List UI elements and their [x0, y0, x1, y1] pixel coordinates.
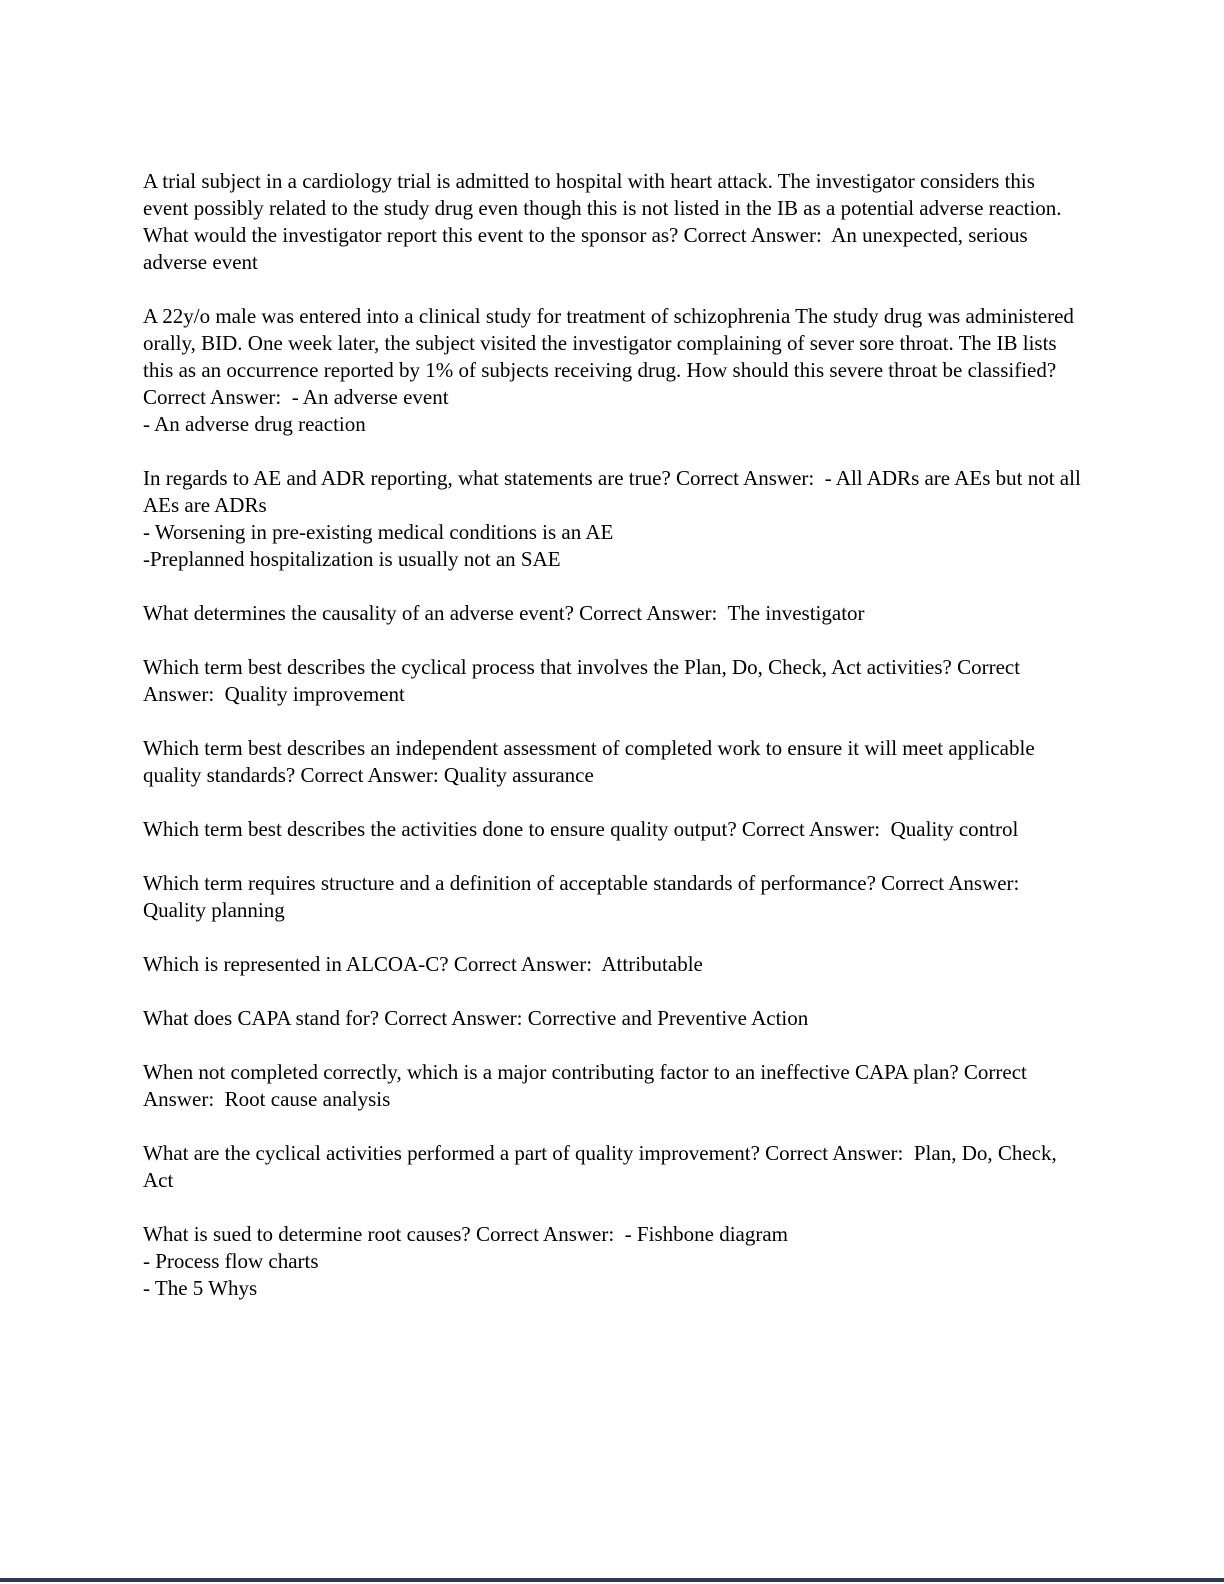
qa-line: Which term best describes an independent assessment of completed work to ensure it will meet applicable quality standards? Correct Answer: Quality assurance — [143, 736, 1040, 787]
qa-line: - The 5 Whys — [143, 1276, 258, 1300]
qa-paragraph — [143, 1221, 1083, 1302]
qa-line: Which term best describes the activities done to ensure quality output? Correct Answer: Quality control — [143, 817, 1019, 841]
qa-paragraph — [143, 168, 1083, 276]
qa-paragraph — [143, 816, 1083, 843]
qa-paragraph — [143, 600, 1083, 627]
qa-line: In regards to AE and ADR reporting, what statements are true? Correct Answer: - All ADRs are AEs but not all AEs are ADRs — [143, 466, 1085, 517]
qa-paragraph — [143, 951, 1083, 978]
qa-line: When not completed correctly, which is a major contributing factor to an ineffective CAPA plan? Correct Answer: Root cause analysis — [143, 1060, 1031, 1111]
qa-paragraph — [143, 303, 1083, 438]
qa-line: - An adverse drug reaction — [143, 412, 366, 436]
qa-paragraph — [143, 1059, 1083, 1113]
qa-line: What are the cyclical activities performed a part of quality improvement? Correct Answer: Plan, Do, Check, Act — [143, 1141, 1061, 1192]
qa-line: Which is represented in ALCOA-C? Correct Answer: Attributable — [143, 952, 703, 976]
qa-paragraph — [143, 870, 1083, 924]
qa-line: - Process flow charts — [143, 1249, 319, 1273]
qa-paragraph — [143, 465, 1083, 573]
qa-line: Which term requires structure and a definition of acceptable standards of performance? Correct Answer: Quality planning — [143, 871, 1025, 922]
qa-line: What does CAPA stand for? Correct Answer: Corrective and Preventive Action — [143, 1006, 809, 1030]
qa-line: A trial subject in a cardiology trial is admitted to hospital with heart attack. The investigator considers this event possibly related to the study drug even though this is not listed in the IB as a potential adverse reaction. What would the investigator report this event to the sponsor as? Correct Answer: An unexpected, serious adverse event — [143, 169, 1067, 274]
qa-paragraph — [143, 1140, 1083, 1194]
qa-paragraph — [143, 1005, 1083, 1032]
qa-line: -Preplanned hospitalization is usually not an SAE — [143, 547, 561, 571]
qa-paragraph — [143, 654, 1083, 708]
qa-line: What determines the causality of an adverse event? Correct Answer: The investigator — [143, 601, 865, 625]
qa-line: What is sued to determine root causes? Correct Answer: - Fishbone diagram — [143, 1222, 788, 1246]
qa-line: A 22y/o male was entered into a clinical study for treatment of schizophrenia The study drug was administered orally, BID. One week later, the subject visited the investigator complaining of sever sore throat. The IB lists this as an occurrence reported by 1% of subjects receiving drug. How should this severe throat be classified? Correct Answer: - An adverse event — [143, 304, 1080, 409]
qa-line: - Worsening in pre-existing medical conditions is an AE — [143, 520, 614, 544]
qa-line: Which term best describes the cyclical process that involves the Plan, Do, Check, Act activities? Correct Answer: Quality improvement — [143, 655, 1025, 706]
qa-paragraph — [143, 735, 1083, 789]
document-body — [143, 168, 1083, 1302]
page-bottom-border — [0, 1578, 1224, 1582]
